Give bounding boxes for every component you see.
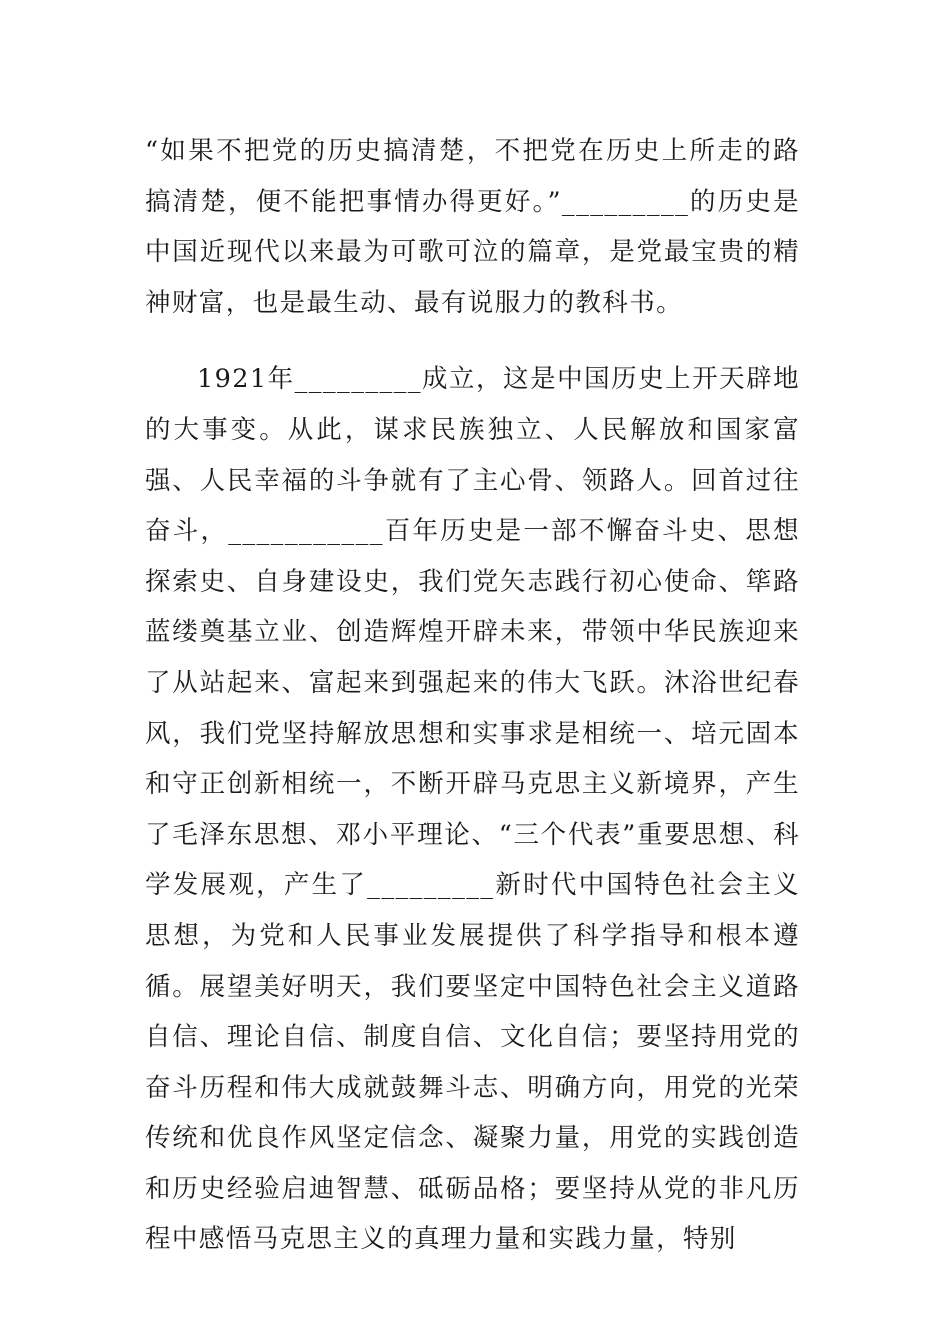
paragraph-opening-quote: “如果不把党的历史搞清楚，不把党在历史上所走的路搞清楚，便不能把事情办得更好。”_________的历史是中国近现代以来最为可歌可泣的篇章，是党最宝贵的精神财富，也是最生动、最有说服力的教科书。: [145, 136, 800, 318]
document-body: [145, 126, 800, 1265]
paragraph-party-history: 1921年_________成立，这是中国历史上开天辟地的大事变。从此，谋求民族独立、人民解放和国家富强、人民幸福的斗争就有了主心骨、领路人。回首过往奋斗，___________百年历史是一部不懈奋斗史、思想探索史、自身建设史，我们党矢志践行初心使命、筚路蓝缕奠基立业、创造辉煌开辟未来，带领中华民族迎来了从站起来、富起来到强起来的伟大飞跃。沐浴世纪春风，我们党坚持解放思想和实事求是相统一、培元固本和守正创新相统一，不断开辟马克思主义新境界，产生了毛泽东思想、邓小平理论、“三个代表”重要思想、科学发展观，产生了_________新时代中国特色社会主义思想，为党和人民事业发展提供了科学指导和根本遵循。展望美好明天，我们要坚定中国特色社会主义道路自信、理论自信、制度自信、文化自信；要坚持用党的奋斗历程和伟大成就鼓舞斗志、明确方向，用党的光荣传统和优良作风坚定信念、凝聚力量，用党的实践创造和历史经验启迪智慧、砥砺品格；要坚持从党的非凡历程中感悟马克思主义的真理力量和实践力量，特别: [145, 364, 800, 1255]
